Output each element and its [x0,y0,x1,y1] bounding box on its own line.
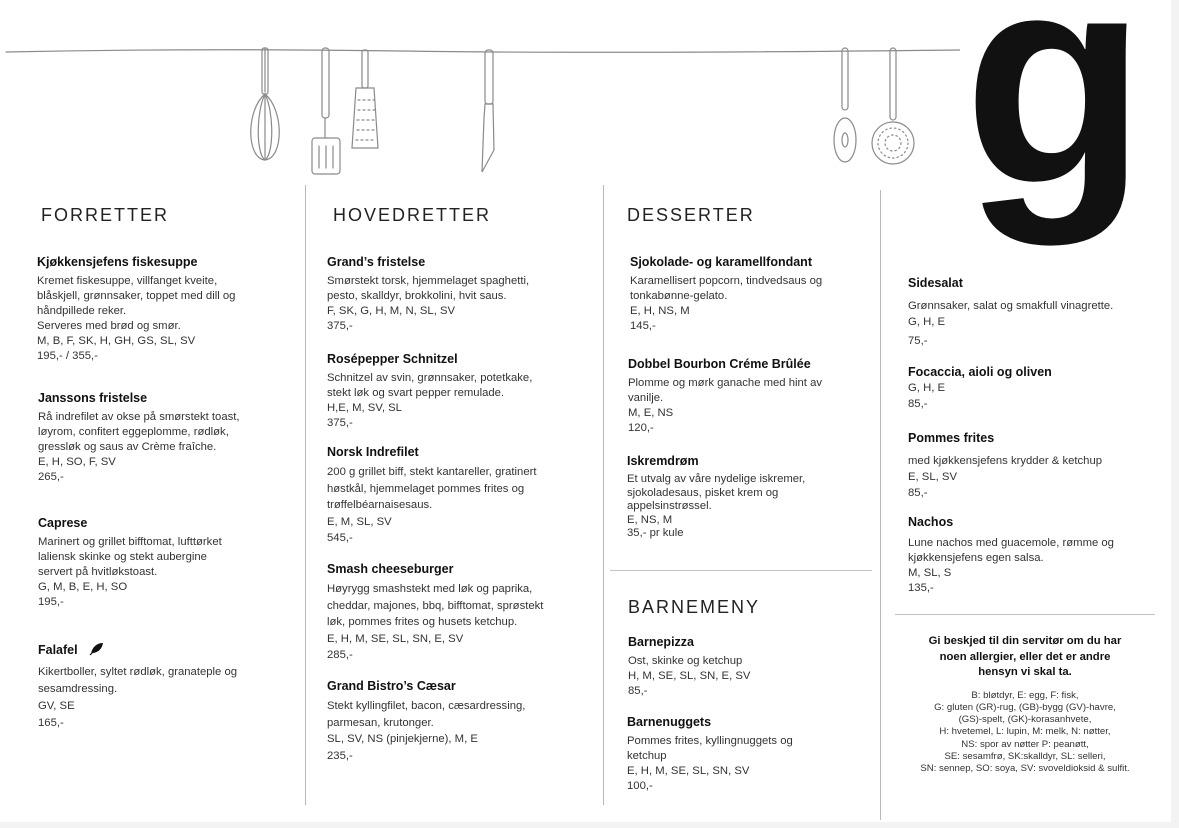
menu-item [327,562,543,664]
item-name: Smash cheeseburger [327,562,454,576]
item-description: 200 g grillet biff, stekt kantareller, gratinert [327,466,537,478]
item-description: Smørstekt torsk, hjemmelaget spaghetti, [327,275,530,287]
menu-item [630,255,822,334]
item-allergens: H, M, SE, SL, SN, E, SV [628,670,751,682]
item-description: Et utvalg av våre nydelige iskremer, [627,473,806,485]
item-description: blåskjell, grønnsaker, toppet med dill og [37,290,236,302]
allergen-legend [905,690,1145,776]
item-description: Karamellisert popcorn, tindvedsaus og [630,275,823,287]
legend-line: B: bløtdyr, E: egg, F: fisk, [971,689,1079,701]
item-name [38,642,237,659]
section-divider [610,570,872,571]
item-price: 145,- [630,320,656,332]
item-price: 35,- pr kule [627,527,684,539]
item-allergens: E, NS, M [627,513,673,526]
item-price: 285,- [327,649,353,661]
item-description: Lune nachos med guacemole, rømme og [908,537,1114,549]
item-name: Barnenuggets [627,715,712,729]
menu-item [327,679,525,764]
skimmer-icon [872,48,914,164]
item-price: 375,- [327,320,353,332]
menu-item [327,255,529,334]
headline-line: noen allergier, eller det er andre [939,650,1111,663]
section-heading-forretter: FORRETTER [41,205,169,225]
item-price: 85,- [908,487,928,499]
item-description: gressløk og saus av Crème fraîche. [38,441,217,453]
item-allergens: M, E, NS [628,407,674,419]
menu-item [908,365,1052,412]
item-description: cheddar, majones, bbq, bifftomat, sprøstekt [327,599,544,612]
item-description: med kjøkkensjefens krydder & ketchup [908,455,1103,467]
item-allergens: M, SL, S [908,567,952,579]
column-divider [880,190,881,820]
menu-item [908,515,1114,596]
column-divider [305,185,306,805]
item-description: tonkabønne-gelato. [630,290,728,302]
legend-line: SN: sennep, SO: soya, SV: svoveldioksid & sulfit. [920,763,1130,775]
item-name: Kjøkkensjefens fiskesuppe [37,255,198,269]
item-name: Sjokolade- og karamellfondant [630,255,812,269]
spatula-icon [312,48,340,174]
grater-icon [352,50,378,148]
item-price: 75,- [908,335,928,347]
item-description: stekt løk og svart pepper remulade. [327,387,505,399]
menu-item [327,445,537,547]
item-description: ketchup [627,750,667,762]
knife-icon [482,50,494,172]
item-name: Focaccia, aioli og oliven [908,365,1052,379]
item-name: Grand’s fristelse [327,255,426,269]
item-description: Kremet fiskesuppe, villfanget kveite, [37,275,218,287]
legend-line: G: gluten (GR)-rug, (GB)-bygg (GV)-havre, [934,701,1116,713]
item-allergens: E, H, NS, M [630,305,690,317]
headline-line: Gi beskjed til din servitør om du har [928,635,1122,647]
menu-item [38,391,240,485]
item-allergens: GV, SE [38,700,75,712]
menu-item [628,635,750,699]
legend-line: H: hvetemel, L: lupin, M: melk, N: nøtter, [939,726,1111,738]
menu-item [908,431,1102,501]
menu-item [38,642,237,732]
item-name: Caprese [38,516,88,530]
item-description: Stekt kyllingfilet, bacon, cæsardressing, [327,700,526,712]
item-price: 195,- [38,596,64,608]
item-description: Serveres med brød og smør. [37,320,181,332]
item-name-text: Falafel [38,642,78,657]
item-description: vanilje. [628,392,664,404]
item-description: trøffelbéarnaisesaus. [327,499,433,511]
item-description: Kikertboller, syltet rødløk, granateple og [38,666,238,678]
item-description: Marinert og grillet bifftomat, lufttørket [38,536,222,548]
menu-item [627,715,793,794]
item-description: servert på hvitløkstoast. [38,566,158,578]
item-description: Høyrygg smashstekt med løk og paprika, [327,583,533,595]
spoon-icon [834,48,856,162]
section-heading-barnemeny: BARNEMENY [628,597,761,617]
item-name: Dobbel Bourbon Créme Brûlée [628,357,811,371]
item-name: Janssons fristelse [38,391,148,405]
item-price: 195,- / 355,- [37,350,98,362]
item-price: 165,- [38,717,64,729]
item-description: Pommes frites, kyllingnuggets og [627,735,793,747]
item-allergens: G, M, B, E, H, SO [38,581,128,593]
item-description: pesto, skalldyr, brokkolini, hvit saus. [327,290,507,302]
item-description: sjokoladesaus, pisket krem og [627,486,779,499]
menu-item [908,276,1113,349]
whisk-icon [251,48,280,160]
item-description: sesamdressing. [38,683,118,695]
page-edge [1171,0,1179,828]
allergy-notice-headline [905,634,1145,681]
item-name: Rosépepper Schnitzel [327,352,458,366]
legend-line: NS: spor av nøtter P: peanøtt, [961,738,1089,750]
section-heading-hovedretter: HOVEDRETTER [333,205,492,225]
column-divider [603,185,604,805]
item-price: 265,- [38,471,64,483]
menu-item [327,352,532,431]
item-allergens: E, M, SL, SV [327,515,392,528]
section-divider [895,614,1155,615]
restaurant-logo [955,6,1155,276]
logo-letter: g [963,6,1147,246]
item-allergens: E, H, M, SE, SL, SN, E, SV [327,632,464,645]
item-description: Schnitzel av svin, grønnsaker, potetkake, [327,372,533,384]
item-price: 235,- [327,749,353,762]
menu-item [38,516,222,610]
legend-line: (GS)-spelt, (GK)-korasanhvete, [958,714,1092,726]
item-price: 120,- [628,422,654,434]
item-allergens: G, H, E [908,382,946,394]
hanging-rail [6,50,960,53]
item-name: Grand Bistro’s Cæsar [327,679,456,693]
item-allergens: E, SL, SV [908,471,957,483]
allergy-notice [905,634,1145,776]
leaf-icon [89,642,105,659]
item-description: Grønnsaker, salat og smakfull vinagrette. [908,300,1114,312]
item-price: 100,- [627,780,653,792]
item-allergens: F, SK, G, H, M, N, SL, SV [327,305,456,317]
item-allergens: H,E, M, SV, SL [327,402,402,414]
item-description: Plomme og mørk ganache med hint av [628,377,823,389]
item-allergens: E, H, M, SE, SL, SN, SV [627,765,750,777]
page-edge [0,822,1179,828]
item-allergens: G, H, E [908,316,946,328]
item-allergens: E, H, SO, F, SV [38,456,116,468]
item-name: Pommes frites [908,431,995,445]
item-name: Nachos [908,515,954,529]
item-name: Sidesalat [908,276,963,290]
menu-item [37,255,235,364]
item-price: 135,- [908,582,934,594]
item-description: laliensk skinke og stekt aubergine [38,551,207,563]
item-name: Iskremdrøm [627,454,699,468]
item-price: 85,- [908,398,928,410]
item-description: løk, pommes frites og husets ketchup. [327,616,518,628]
item-description: Rå indrefilet av okse på smørstekt toast, [38,411,240,423]
headline-line: hensyn vi skal ta. [978,666,1072,678]
section-heading-desserter: DESSERTER [627,205,755,225]
item-name: Barnepizza [628,635,694,649]
item-price: 85,- [628,685,648,697]
item-allergens: M, B, F, SK, H, GH, GS, SL, SV [37,335,196,347]
item-description: høstkål, hjemmelaget pommes frites og [327,482,525,495]
item-description: løyrom, confitert eggeplomme, rødløk, [38,426,229,438]
item-allergens: SL, SV, NS (pinjekjerne), M, E [327,733,478,745]
item-price: 545,- [327,532,353,544]
menu-item [628,357,822,436]
item-description: kjøkkensjefens egen salsa. [908,552,1044,564]
item-description: håndpillede reker. [37,305,127,317]
item-price: 375,- [327,417,353,429]
item-name: Norsk Indrefilet [327,445,419,459]
legend-line: SE: sesamfrø, SK:skalldyr, SL: selleri, [944,750,1106,762]
item-description: appelsinstrøssel. [627,500,712,512]
item-description: Ost, skinke og ketchup [628,655,743,667]
menu-item [627,454,805,541]
kitchen-utensils-illustration [0,0,960,180]
item-description: parmesan, krutonger. [327,716,434,729]
